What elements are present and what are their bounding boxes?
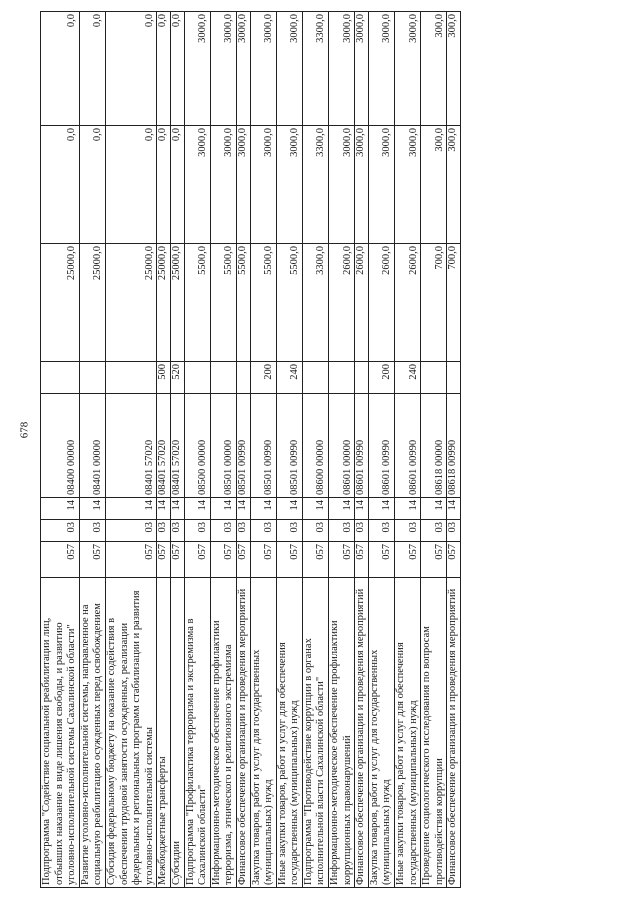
cell-subsection-code: 14 [421,498,447,520]
cell-target-article-code: 08618 00000 [421,394,447,498]
cell-expense-type-code [210,362,236,394]
cell-subsection-code: 14 [276,498,302,520]
rotated-page [40,8,620,888]
cell-subsection-code: 14 [250,498,276,520]
table-row [421,12,447,888]
cell-amount-year-1: 700,0 [421,244,447,362]
cell-amount-year-3: 3300,0 [302,12,328,126]
cell-subsection-code: 14 [184,498,210,520]
cell-name: Подпрограмма "Профилактика терроризма и экстремизма в Сахалинской области" [184,578,210,888]
cell-expense-type-code: 240 [395,362,421,394]
cell-section-code: 03 [250,520,276,542]
table-row [395,12,421,888]
cell-amount-year-3: 3000,0 [395,12,421,126]
cell-expense-type-code [355,362,369,394]
cell-amount-year-1: 25000,0 [41,244,80,362]
cell-subsection-code: 14 [79,498,105,520]
cell-target-article-code: 08501 00990 [250,394,276,498]
cell-amount-year-2: 3000,0 [395,126,421,244]
cell-subsection-code: 14 [447,498,461,520]
cell-section-code: 03 [184,520,210,542]
cell-amount-year-2: 3000,0 [368,126,394,244]
cell-name: Закупка товаров, работ и услуг для государственных (муниципальных) нужд [250,578,276,888]
cell-expense-type-code [105,362,156,394]
table-row [79,12,105,888]
cell-ministry-code: 057 [329,542,355,578]
cell-amount-year-1: 700,0 [447,244,461,362]
cell-amount-year-3: 3000,0 [276,12,302,126]
cell-subsection-code: 14 [355,498,369,520]
cell-name: Информационно-методическое обеспечение профилактики терроризма, этнического и религиозного экстремизма [210,578,236,888]
table-row [236,12,250,888]
cell-expense-type-code: 500 [157,362,171,394]
cell-section-code: 03 [368,520,394,542]
cell-name: Подпрограмма "Содействие социальной реабилитации лиц, отбывших наказание в виде лишения свободы, и развитию уголовно-исполнительной системы Сахалинской области" [41,578,80,888]
table-row [157,12,171,888]
cell-name: Межбюджетные трансферты [157,578,171,888]
cell-amount-year-1: 3300,0 [302,244,328,362]
cell-ministry-code: 057 [184,542,210,578]
cell-name: Иные закупки товаров, работ и услуг для обеспечения государственных (муниципальных) нужд [276,578,302,888]
cell-expense-type-code [79,362,105,394]
table-row [355,12,369,888]
cell-section-code: 03 [105,520,156,542]
cell-subsection-code: 14 [170,498,184,520]
cell-expense-type-code: 200 [250,362,276,394]
cell-target-article-code: 08601 00990 [395,394,421,498]
cell-name: Развитие уголовно-исполнительной системы, направленное на социальную реабилитацию осужденных перед освобождением [79,578,105,888]
cell-section-code: 03 [41,520,80,542]
cell-ministry-code: 057 [302,542,328,578]
cell-amount-year-2: 3000,0 [250,126,276,244]
cell-amount-year-2: 3000,0 [355,126,369,244]
cell-amount-year-3: 300,0 [447,12,461,126]
cell-section-code: 03 [170,520,184,542]
cell-amount-year-3: 3000,0 [250,12,276,126]
cell-subsection-code: 14 [105,498,156,520]
cell-ministry-code: 057 [79,542,105,578]
cell-target-article-code: 08501 00990 [276,394,302,498]
cell-amount-year-2: 3000,0 [276,126,302,244]
cell-amount-year-1: 25000,0 [79,244,105,362]
cell-ministry-code: 057 [210,542,236,578]
cell-amount-year-2: 300,0 [447,126,461,244]
table-row [302,12,328,888]
table-row [329,12,355,888]
cell-amount-year-1: 25000,0 [157,244,171,362]
table-row [184,12,210,888]
cell-target-article-code: 08401 00000 [79,394,105,498]
cell-expense-type-code [302,362,328,394]
cell-amount-year-1: 25000,0 [170,244,184,362]
table-row [105,12,156,888]
cell-name: Субсидия федеральному бюджету на оказание содействия в обеспечении трудовой занятости осужденных, реализации федеральных и региональных программ стабилизации и развития уголовно-исполнительной системы [105,578,156,888]
cell-subsection-code: 14 [302,498,328,520]
budget-table-wrapper [40,8,620,888]
cell-amount-year-3: 3000,0 [210,12,236,126]
cell-target-article-code: 08401 57020 [170,394,184,498]
table-row [276,12,302,888]
cell-amount-year-1: 5500,0 [210,244,236,362]
cell-name: Финансовое обеспечение организации и проведения мероприятий [447,578,461,888]
cell-name: Закупка товаров, работ и услуг для государственных (муниципальных) нужд [368,578,394,888]
cell-amount-year-1: 2600,0 [355,244,369,362]
cell-amount-year-3: 3000,0 [184,12,210,126]
cell-section-code: 03 [395,520,421,542]
cell-amount-year-3: 0,0 [79,12,105,126]
cell-amount-year-2: 3000,0 [184,126,210,244]
cell-ministry-code: 057 [105,542,156,578]
table-row [368,12,394,888]
cell-amount-year-2: 0,0 [79,126,105,244]
cell-ministry-code: 057 [421,542,447,578]
cell-amount-year-1: 25000,0 [105,244,156,362]
cell-section-code: 03 [329,520,355,542]
cell-section-code: 03 [302,520,328,542]
cell-subsection-code: 14 [41,498,80,520]
cell-target-article-code: 08500 00000 [184,394,210,498]
cell-target-article-code: 08618 00990 [447,394,461,498]
cell-name: Финансовое обеспечение организации и проведения мероприятий [236,578,250,888]
cell-amount-year-2: 0,0 [157,126,171,244]
cell-target-article-code: 08601 00990 [368,394,394,498]
cell-amount-year-1: 5500,0 [236,244,250,362]
cell-expense-type-code [421,362,447,394]
cell-amount-year-3: 3000,0 [329,12,355,126]
cell-amount-year-2: 3000,0 [329,126,355,244]
cell-target-article-code: 08601 00990 [355,394,369,498]
cell-expense-type-code [447,362,461,394]
cell-expense-type-code: 200 [368,362,394,394]
cell-ministry-code: 057 [355,542,369,578]
cell-amount-year-3: 3000,0 [368,12,394,126]
cell-ministry-code: 057 [236,542,250,578]
cell-name: Финансовое обеспечение организации и проведения мероприятий [355,578,369,888]
cell-amount-year-1: 5500,0 [184,244,210,362]
cell-section-code: 03 [79,520,105,542]
cell-ministry-code: 057 [368,542,394,578]
cell-target-article-code: 08400 00000 [41,394,80,498]
budget-table [40,11,461,888]
cell-amount-year-3: 3000,0 [355,12,369,126]
cell-expense-type-code [184,362,210,394]
cell-subsection-code: 14 [329,498,355,520]
table-row [170,12,184,888]
cell-section-code: 03 [276,520,302,542]
cell-name: Подпрограмма "Противодействие коррупции в органах исполнительной власти Сахалинской области" [302,578,328,888]
cell-ministry-code: 057 [157,542,171,578]
cell-target-article-code: 08601 00000 [329,394,355,498]
cell-name: Информационно-методическое обеспечение профилактики коррупционных правонарушений [329,578,355,888]
table-row [250,12,276,888]
table-row [210,12,236,888]
cell-subsection-code: 14 [395,498,421,520]
cell-amount-year-1: 2600,0 [395,244,421,362]
cell-section-code: 03 [210,520,236,542]
cell-amount-year-2: 0,0 [41,126,80,244]
cell-section-code: 03 [355,520,369,542]
page-number-text: 678 [18,421,30,439]
cell-ministry-code: 057 [250,542,276,578]
cell-amount-year-3: 0,0 [41,12,80,126]
cell-amount-year-2: 3300,0 [302,126,328,244]
cell-expense-type-code [41,362,80,394]
cell-amount-year-3: 0,0 [105,12,156,126]
cell-section-code: 03 [157,520,171,542]
cell-amount-year-3: 300,0 [421,12,447,126]
table-row [447,12,461,888]
cell-amount-year-1: 2600,0 [368,244,394,362]
cell-amount-year-2: 300,0 [421,126,447,244]
cell-target-article-code: 08501 00990 [236,394,250,498]
cell-ministry-code: 057 [170,542,184,578]
cell-amount-year-3: 0,0 [157,12,171,126]
cell-target-article-code: 08501 00000 [210,394,236,498]
cell-target-article-code: 08401 57020 [157,394,171,498]
cell-amount-year-3: 3000,0 [236,12,250,126]
cell-expense-type-code: 520 [170,362,184,394]
cell-target-article-code: 08600 00000 [302,394,328,498]
cell-ministry-code: 057 [276,542,302,578]
cell-amount-year-1: 5500,0 [276,244,302,362]
cell-amount-year-2: 3000,0 [210,126,236,244]
page-number [14,410,34,450]
cell-name: Иные закупки товаров, работ и услуг для обеспечения государственных (муниципальных) нужд [395,578,421,888]
cell-name: Субсидии [170,578,184,888]
cell-subsection-code: 14 [368,498,394,520]
cell-name: Проведение социологического исследования по вопросам противодействия коррупции [421,578,447,888]
cell-ministry-code: 057 [41,542,80,578]
cell-amount-year-1: 5500,0 [250,244,276,362]
cell-amount-year-2: 0,0 [105,126,156,244]
table-row [41,12,80,888]
cell-section-code: 03 [236,520,250,542]
cell-ministry-code: 057 [447,542,461,578]
cell-expense-type-code [329,362,355,394]
cell-subsection-code: 14 [157,498,171,520]
cell-section-code: 03 [421,520,447,542]
cell-target-article-code: 08401 57020 [105,394,156,498]
cell-subsection-code: 14 [236,498,250,520]
cell-expense-type-code [236,362,250,394]
cell-amount-year-3: 0,0 [170,12,184,126]
cell-amount-year-2: 0,0 [170,126,184,244]
cell-ministry-code: 057 [395,542,421,578]
cell-subsection-code: 14 [210,498,236,520]
cell-expense-type-code: 240 [276,362,302,394]
cell-section-code: 03 [447,520,461,542]
cell-amount-year-1: 2600,0 [329,244,355,362]
table-body [41,12,461,888]
cell-amount-year-2: 3000,0 [236,126,250,244]
